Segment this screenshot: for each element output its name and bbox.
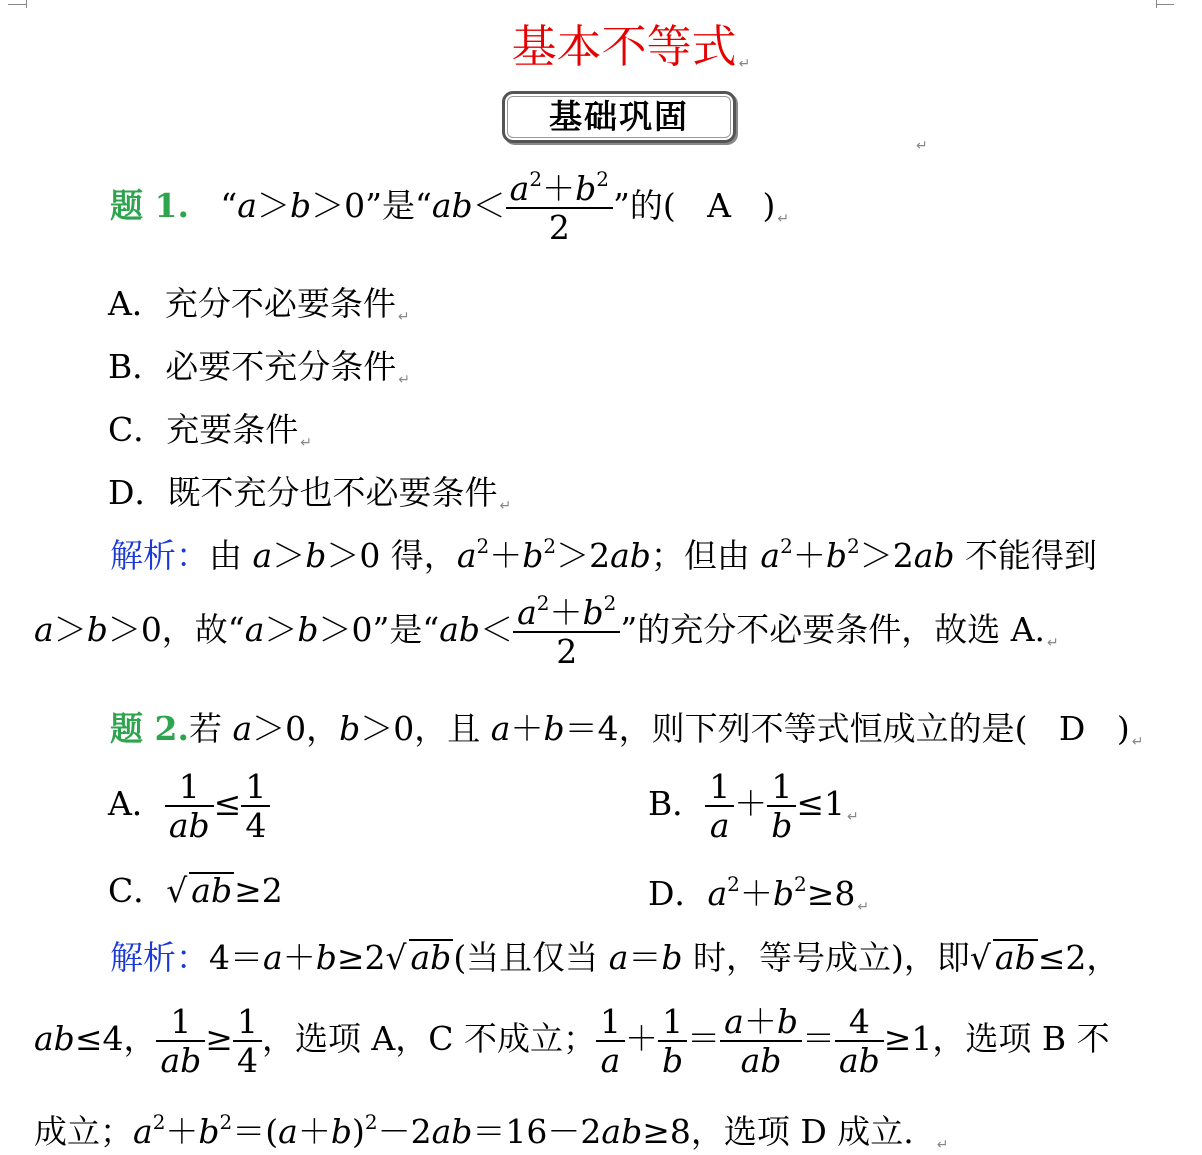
analysis-2-line-3: 成立；$a^2+b^2=(a+b)^2-2ab=16-2ab\ge 8$，选项 D 成立. ↵	[34, 1110, 949, 1153]
answer-2: D	[1058, 709, 1086, 748]
corner-mark-left-v	[26, 0, 27, 8]
question-1-label: 题 1.	[110, 186, 189, 225]
analysis-2-line-2: ab≤4， $\frac{1}{ab}$ ≥ $\frac{1}{4}$ ，选项 A，C 不成立； $\frac{1}{a}$ ＋ $\frac{1}{b}$ ＝ $\frac{a+b}{ab}$ ＝ $\frac{4}{ab}$ ≥1，选项 B 不	[34, 1002, 1110, 1080]
option-2a: A． $\frac{1}{ab}$ ≤ $\frac{1}{4}$	[108, 770, 270, 842]
analysis-label: 解析：	[110, 938, 209, 977]
analysis-label: 解析：	[110, 536, 209, 575]
paragraph-mark: ↵	[916, 138, 928, 154]
fraction: $\frac{a^2+b^2}{2}$	[506, 172, 613, 244]
corner-mark-right-v	[1156, 0, 1157, 8]
question-2-label: 题 2.	[110, 709, 189, 748]
question-1: 题 1. “a＞b＞0”是“ab＜ $\frac{a^2+b^2}{2}$ ”的( A ) ↵	[110, 167, 790, 247]
analysis-1-line-2: a＞b＞0，故“a＞b＞0”是“ab＜ $\frac{a^2+b^2}{2}$ ”的充分不必要条件，故选 A. ↵	[34, 591, 1059, 671]
option-2d: D．$a^2+b^2\ge 8$ ↵	[648, 872, 870, 915]
analysis-1-line-1: 解析：由 a＞b＞0 得，$a^2+b^2>2ab$；但由 $a^2+b^2>2ab$ 不能得到	[110, 534, 1097, 575]
question-2: 题 2.若 a＞0，b＞0，且 a＋b＝4，则下列不等式恒成立的是( D ) ↵	[110, 709, 1144, 750]
corner-mark-left	[8, 4, 26, 5]
fraction: $\frac{a^2+b^2}{2}$	[513, 596, 620, 668]
option-2b: B． $\frac{1}{a}$ ＋ $\frac{1}{b}$ ≤1 ↵	[648, 767, 859, 845]
option-1b: B．必要不充分条件 ↵	[108, 347, 410, 388]
option-1a: A．充分不必要条件 ↵	[108, 284, 410, 325]
option-2c: C．√ ab≥2	[108, 871, 283, 910]
option-1d: D．既不充分也不必要条件 ↵	[108, 473, 512, 514]
page-title: 基本不等式 ↵	[511, 20, 751, 73]
section-badge: 基础巩固	[502, 91, 736, 143]
analysis-2-line-1: 解析：4＝a＋b≥2√ ab(当且仅当 a＝b 时，等号成立)，即√ ab≤2，	[110, 938, 1120, 977]
answer-1: A	[707, 186, 732, 225]
corner-mark-right	[1156, 4, 1174, 5]
option-1c: C．充要条件 ↵	[108, 410, 312, 451]
